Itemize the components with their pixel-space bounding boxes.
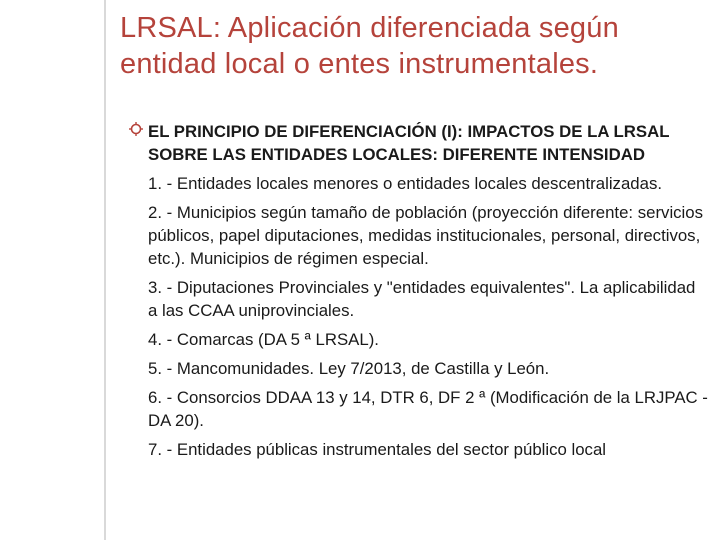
list-item: 2. - Municipios según tamaño de población (proyección diferente: servicios públicos, papel diputaciones, medidas institucionales, personal, directivos, etc.). Municipios de régimen especial. (148, 203, 704, 268)
list-item: 1. - Entidades locales menores o entidades locales descentralizadas. (148, 174, 662, 193)
bullet-symbol-icon (128, 121, 144, 137)
list-item: 4. - Comarcas (DA 5 ª LRSAL). (148, 330, 379, 349)
left-accent-rule (104, 0, 106, 540)
list-item: 6. - Consorcios DDAA 13 y 14, DTR 6, DF 2 ª (Modificación de la LRJPAC - DA 20). (148, 388, 708, 430)
bullet-heading-row (128, 120, 708, 166)
list-item: 7. - Entidades públicas instrumentales del sector público local (148, 440, 607, 459)
section-heading: EL PRINCIPIO DE DIFERENCIACIÓN (I): IMPACTOS DE LA LRSAL SOBRE LAS ENTIDADES LOCALES: DIFERENTE INTENSIDAD (148, 122, 670, 164)
slide-title: LRSAL: Aplicación diferenciada según entidad local o entes instrumentales. (120, 12, 619, 80)
list-item: 3. - Diputaciones Provinciales y "entidades equivalentes". La aplicabilidad a las CCAA uniprovinciales. (148, 278, 696, 320)
slide-content (128, 120, 708, 467)
list-item: 5. - Mancomunidades. Ley 7/2013, de Castilla y León. (148, 359, 550, 378)
